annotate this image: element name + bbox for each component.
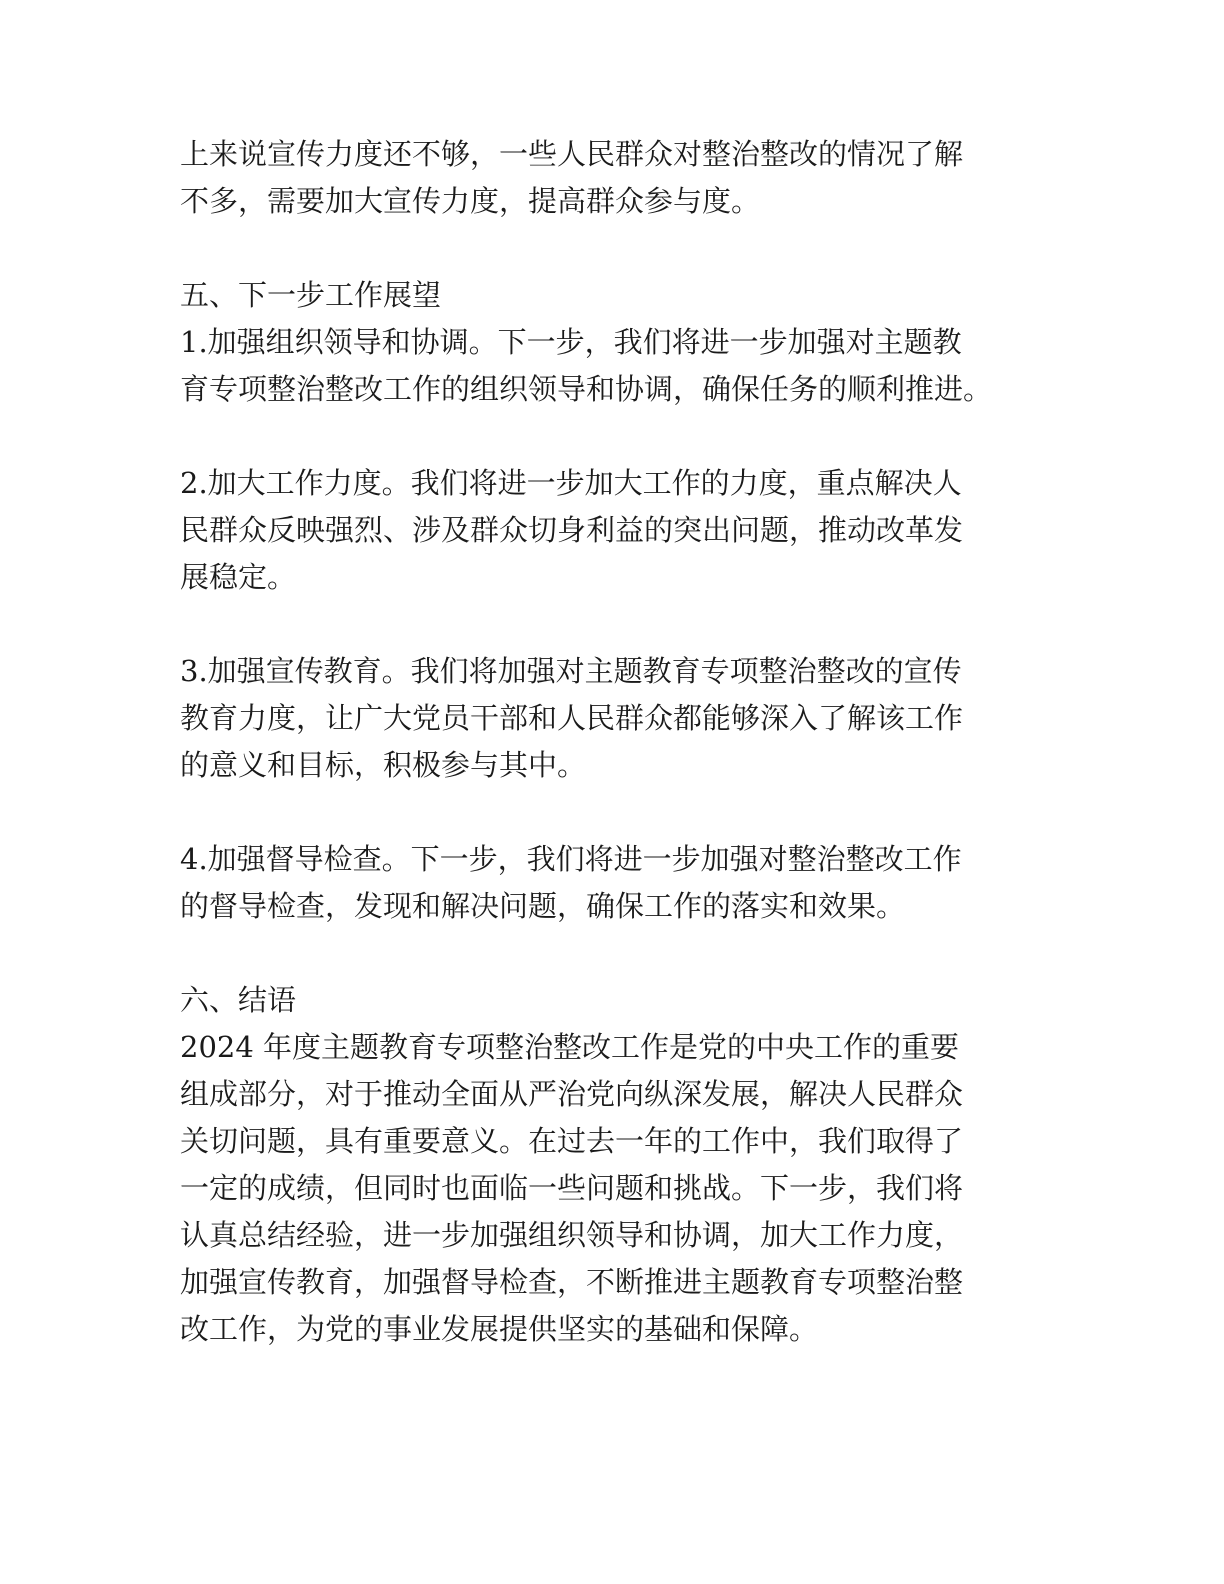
paragraph-line: 关切问题，具有重要意义。在过去一年的工作中，我们取得了 <box>180 1124 964 1158</box>
section-5-heading: 五、下一步工作展望 <box>180 278 442 312</box>
paragraph-line: 育专项整治整改工作的组织领导和协调，确保任务的顺利推进。 <box>180 372 993 406</box>
paragraph-line: 一定的成绩，但同时也面临一些问题和挑战。下一步，我们将 <box>180 1171 964 1205</box>
paragraph-line: 2024 年度主题教育专项整治整改工作是党的中央工作的重要 <box>180 1030 960 1064</box>
paragraph-spacer <box>180 413 1060 460</box>
paragraph-line: 组成部分，对于推动全面从严治党向纵深发展，解决人民群众 <box>180 1077 964 1111</box>
paragraph-spacer <box>180 930 1060 977</box>
paragraph-spacer <box>180 789 1060 836</box>
list-item-2 <box>180 460 1060 601</box>
paragraph-line: 认真总结经验，进一步加强组织领导和协调，加大工作力度， <box>180 1218 964 1252</box>
paragraph-line: 的意义和目标，积极参与其中。 <box>180 748 587 782</box>
paragraph-line: 上来说宣传力度还不够，一些人民群众对整治整改的情况了解 <box>180 137 964 171</box>
section-6-heading: 六、结语 <box>180 983 297 1017</box>
paragraph-line: 不多，需要加大宣传力度，提高群众参与度。 <box>180 184 761 218</box>
section-6 <box>180 977 1060 1353</box>
conclusion-paragraph <box>180 1024 1060 1353</box>
paragraph-line: 的督导检查，发现和解决问题，确保工作的落实和效果。 <box>180 889 906 923</box>
paragraph-line: 教育力度，让广大党员干部和人民群众都能够深入了解该工作 <box>180 701 964 735</box>
intro-paragraph <box>180 131 1060 225</box>
list-item-4 <box>180 836 1060 930</box>
paragraph-line: 改工作，为党的事业发展提供坚实的基础和保障。 <box>180 1312 819 1346</box>
paragraph-line: 民群众反映强烈、涉及群众切身利益的突出问题，推动改革发 <box>180 513 964 547</box>
paragraph-spacer <box>180 601 1060 648</box>
list-item-3 <box>180 648 1060 789</box>
paragraph-line: 2.加大工作力度。我们将进一步加大工作的力度，重点解决人 <box>180 466 962 500</box>
document-body <box>180 131 1060 1353</box>
paragraph-line: 3.加强宣传教育。我们将加强对主题教育专项整治整改的宣传 <box>180 654 962 688</box>
paragraph-line: 展稳定。 <box>180 560 297 594</box>
paragraph-line: 加强宣传教育，加强督导检查，不断推进主题教育专项整治整 <box>180 1265 964 1299</box>
paragraph-line: 4.加强督导检查。下一步，我们将进一步加强对整治整改工作 <box>180 842 962 876</box>
paragraph-spacer <box>180 225 1060 272</box>
section-5 <box>180 272 1060 930</box>
list-item-1 <box>180 319 1060 413</box>
paragraph-line: 1.加强组织领导和协调。下一步，我们将进一步加强对主题教 <box>180 325 962 359</box>
